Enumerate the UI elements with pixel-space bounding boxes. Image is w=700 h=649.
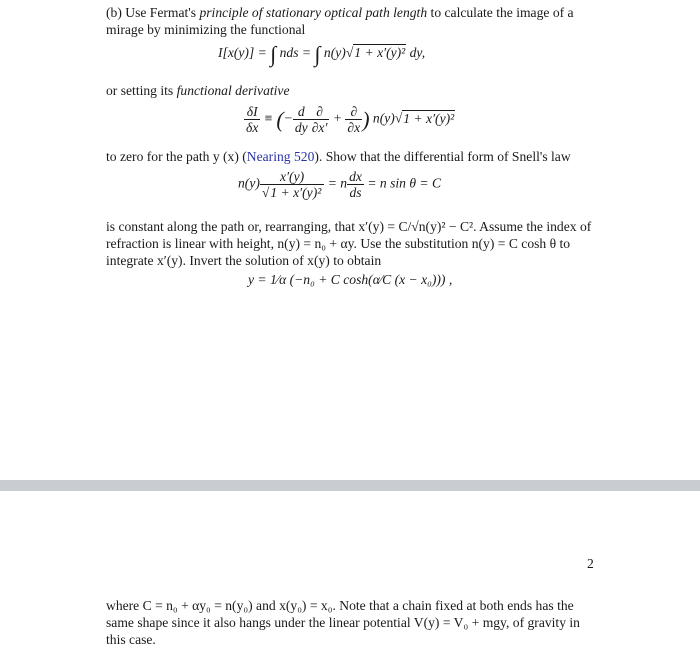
eq2-p-num: ∂ (310, 104, 330, 120)
setting-emphasis: functional derivative (176, 83, 290, 98)
eq1-radicand: 1 + x′(y)² (354, 45, 406, 60)
eq3-num: x′(y) (260, 169, 324, 185)
eq3-fraction (260, 169, 324, 200)
eq2-p-den: ∂x′ (311, 120, 328, 135)
eq3-ny: n(y) (238, 175, 260, 191)
eq2-lhs-fraction (244, 104, 260, 135)
eq1-lhs: I[x(y)] = (218, 45, 271, 60)
eq3-den (260, 185, 324, 200)
eq3-dx: dx (349, 169, 362, 184)
zero-text-pre: to zero for the path y (x) ( (106, 149, 247, 164)
eq2-sqrt-sign: √ (394, 110, 403, 126)
constant-paragraph: is constant along the path or, rearranging, that x′(y) = C/√n(y)² − C². Assume the index of refraction is linear with height, n(y) = n₀ + αy. Use the substitution n(y) = C cosh θ to integrate x′(y). Invert the solution of x(y) to obtain (106, 219, 592, 268)
eq1-integral-1: ∫ (270, 41, 277, 67)
citation-link[interactable]: Nearing 520 (246, 149, 315, 164)
intro-paragraph (106, 4, 598, 38)
eq2-rparen: ) (362, 107, 370, 132)
eq2-lparen: ( (276, 107, 284, 132)
part-label: (b) (106, 5, 122, 20)
eq3-dxds-fraction (347, 169, 364, 200)
zero-paragraph (106, 148, 598, 165)
eq2-minus: − (283, 110, 293, 126)
eq3-radicand: 1 + x′(y)² (270, 185, 322, 200)
page-separator (0, 480, 700, 491)
eq1-mid-2: n(y) (320, 45, 346, 60)
equation-solution: y = 1⁄α (−n₀ + C cosh(α⁄C (x − x₀))) , (248, 272, 453, 287)
eq1-integral-2: ∫ (314, 41, 321, 67)
eq1-tail: dy, (406, 45, 426, 60)
eq2-radicand: 1 + x′(y)² (403, 110, 455, 126)
eq2-lhs-den: δx (246, 120, 259, 135)
eq3-sqrt-sign: √ (261, 185, 270, 200)
eq1-sqrt-sign: √ (345, 45, 354, 60)
page-number: 2 (587, 556, 594, 571)
eq2-d-fraction (293, 104, 310, 135)
eq2-equiv: ≡ (260, 110, 277, 126)
intro-emphasis: principle of stationary optical path length (199, 5, 428, 20)
equation-snells-law (238, 169, 441, 200)
equation-functional-derivative (244, 104, 455, 135)
eq2-p-fraction (310, 104, 330, 135)
setting-text-pre: or setting its (106, 83, 177, 98)
eq2-d-num: d (293, 104, 310, 120)
equation-functional (218, 41, 426, 67)
eq3-ds: ds (349, 185, 362, 200)
eq2-d-den: dy (294, 120, 308, 135)
eq2-lhs-num: δI (244, 104, 260, 120)
eq2-p2-num: ∂ (345, 104, 362, 120)
setting-paragraph (106, 82, 598, 99)
eq2-ny: n(y) (369, 110, 395, 126)
eq2-p2-fraction (345, 104, 362, 135)
eq1-mid-1: nds = (276, 45, 315, 60)
intro-text-post: to calculate the image of a mirage by minimizing the functional (106, 5, 574, 37)
where-paragraph: where C = n₀ + αy₀ = n(y₀) and x(y₀) = x₀. Note that a chain fixed at both ends has the same shape since it also hangs under the linear potential V(y) = V₀ + mgy, of gravity in this case. (106, 598, 580, 647)
eq2-p2-den: ∂x (347, 120, 361, 135)
eq2-plus: + (329, 110, 346, 126)
zero-text-post: ). Show that the differential form of Snell's law (314, 149, 571, 164)
eq3-eq-n: = n (324, 175, 348, 191)
intro-text-pre: Use Fermat's (125, 5, 200, 20)
eq3-rest: = n sin θ = C (363, 175, 442, 191)
